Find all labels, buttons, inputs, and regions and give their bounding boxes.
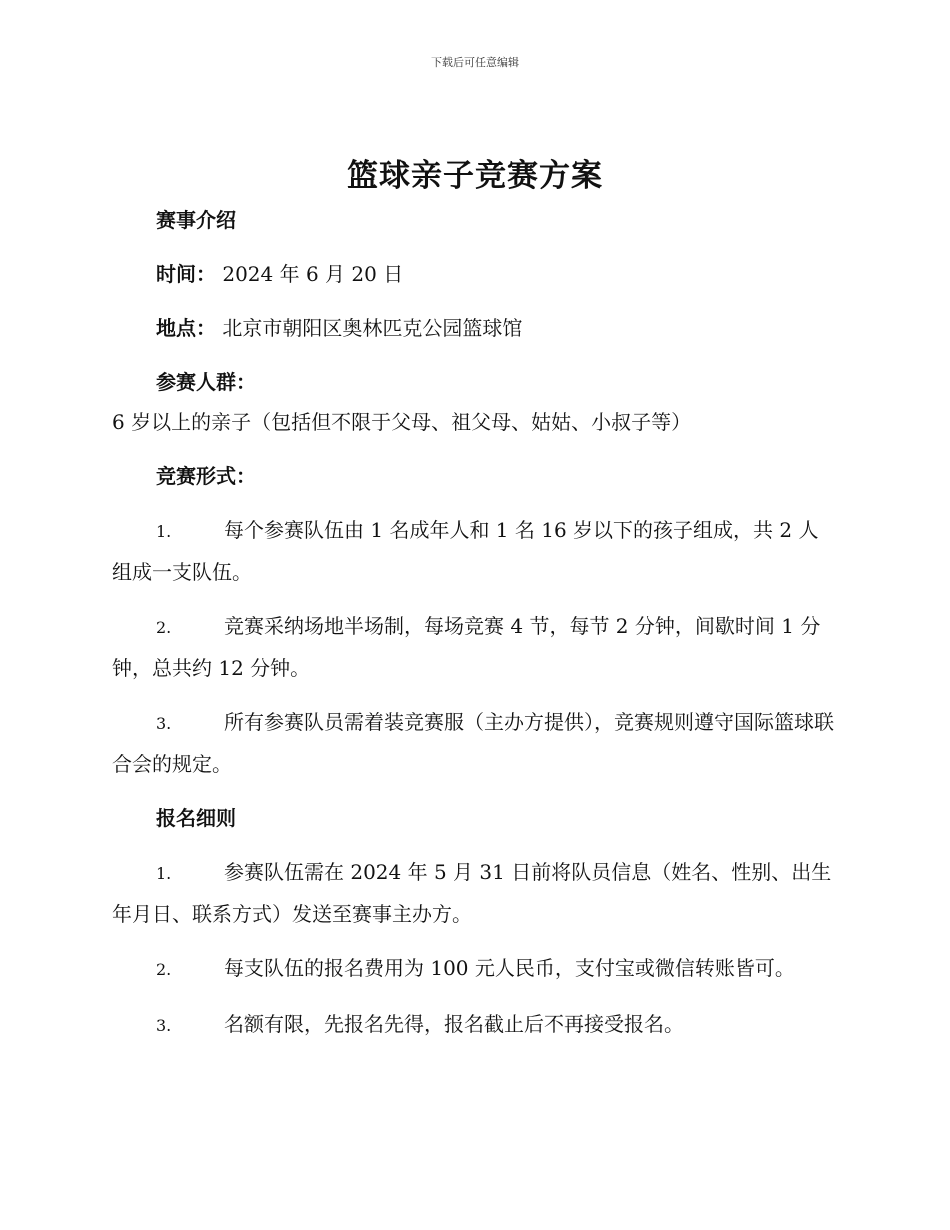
document-body [112, 200, 834, 1046]
item-number: 3. [156, 1016, 172, 1035]
registration-item [112, 1004, 834, 1046]
item-text: 每支队伍的报名费用为 100 元人民币，支付宝或微信转账皆可。 [224, 956, 795, 980]
place-label: 地点： [156, 316, 216, 340]
time-label: 时间： [156, 262, 216, 286]
registration-item [112, 852, 834, 934]
format-item [112, 702, 834, 784]
section-heading-intro: 赛事介绍 [156, 208, 236, 232]
section-heading-registration: 报名细则 [156, 806, 236, 830]
document-title: 篮球亲子竞赛方案 [347, 158, 603, 194]
item-text: 竞赛采纳场地半场制，每场竞赛 4 节，每节 2 分钟，间歇时间 1 分钟，总共约 12 分钟。 [112, 614, 821, 680]
item-text: 每个参赛队伍由 1 名成年人和 1 名 16 岁以下的孩子组成，共 2 人组成一支队伍。 [112, 518, 819, 584]
item-number: 1. [156, 864, 172, 883]
registration-item [112, 948, 834, 990]
item-text: 名额有限，先报名先得，报名截止后不再接受报名。 [224, 1012, 684, 1036]
participants-value: 6 岁以上的亲子（包括但不限于父母、祖父母、姑姑、小叔子等） [112, 410, 692, 434]
participants-line [112, 362, 834, 442]
place-value: 北京市朝阳区奥林匹克公园篮球馆 [222, 316, 523, 340]
participants-label: 参赛人群： [156, 370, 256, 394]
time-value: 2024 年 6 月 20 日 [222, 262, 404, 286]
item-text: 所有参赛队员需着装竞赛服（主办方提供），竞赛规则遵守国际篮球联合会的规定。 [112, 710, 834, 776]
item-number: 2. [156, 618, 172, 637]
time-line [112, 254, 834, 294]
section-heading-format: 竞赛形式： [156, 464, 256, 488]
header-note: 下载后可任意编辑 [431, 56, 519, 69]
format-item [112, 606, 834, 688]
format-item [112, 510, 834, 592]
item-text: 参赛队伍需在 2024 年 5 月 31 日前将队员信息（姓名、性别、出生年月日、联系方式）发送至赛事主办方。 [112, 860, 832, 926]
item-number: 3. [156, 714, 172, 733]
item-number: 2. [156, 960, 172, 979]
place-line [112, 308, 834, 348]
item-number: 1. [156, 522, 172, 541]
